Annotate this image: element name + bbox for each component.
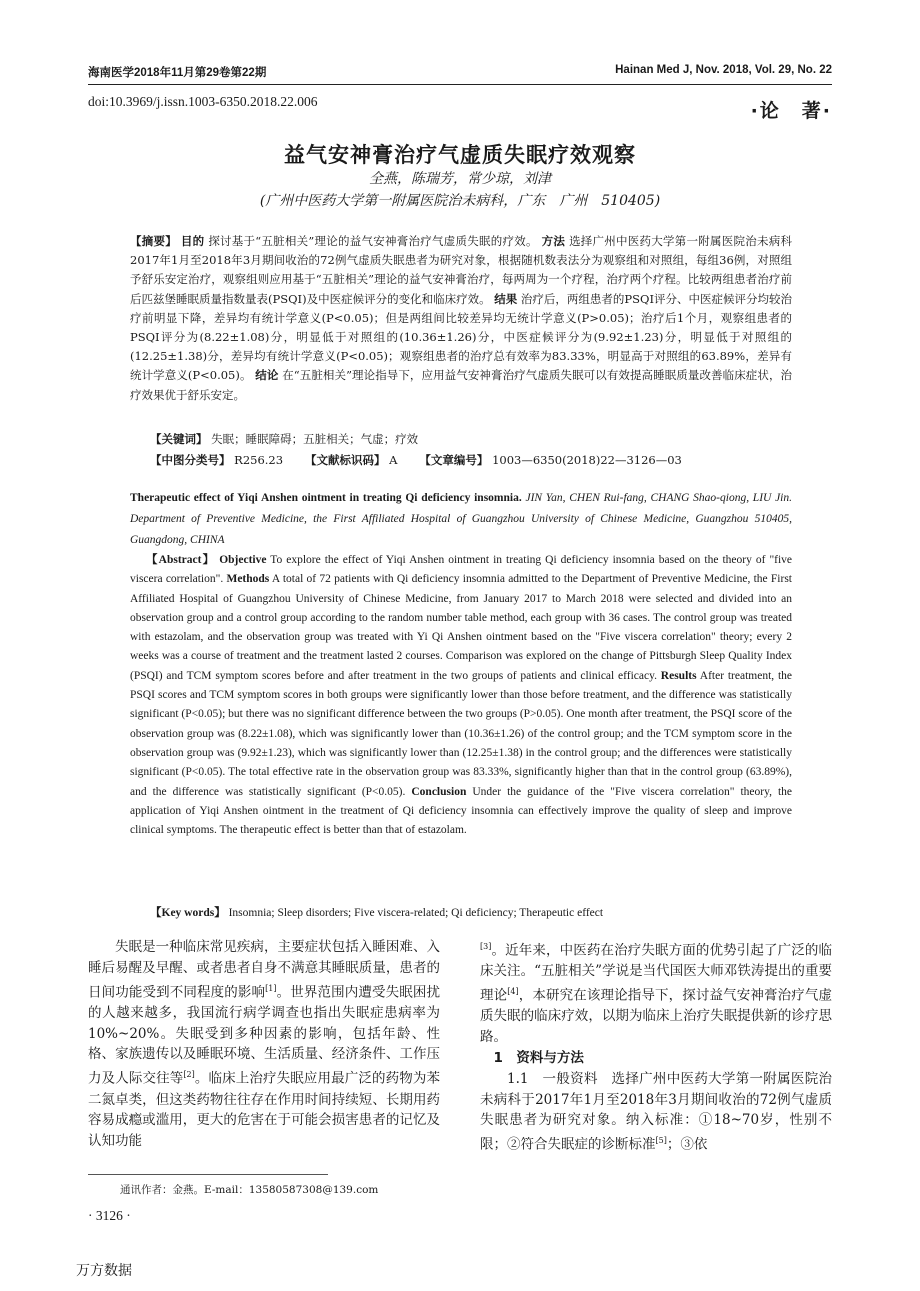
ref-2: [2] <box>183 1070 195 1080</box>
english-abstract <box>130 551 792 840</box>
methods-text: 选择广州中医药大学第一附属医院治未病科2017年1月至2018年3月期间收治的72例气虚质失眠患者为研究对象，根据随机数表法分为观察组和对照组，每组36例，对照组予舒乐安定治疗，观察组则应用基于“五脏相关”理论的益气安神膏治疗，每两周为一个疗程，治疗两个疗程。比较两组患者治疗前后匹兹堡睡眠质量指数量表(PSQI)及中医症候评分的变化和临床疗效。 <box>130 234 793 306</box>
en-abstract-label: 【Abstract】 <box>146 554 216 566</box>
en-objective-label: Objective <box>219 554 267 566</box>
article-title: 益气安神膏治疗气虚质失眠疗效观察 <box>284 143 636 167</box>
methods-label: 方法 <box>541 234 566 248</box>
body-column-left <box>88 937 440 1152</box>
doc-code-label: 【文献标识码】 <box>305 453 386 467</box>
article-number-label: 【文章编号】 <box>419 453 489 467</box>
cn-keywords <box>150 430 792 449</box>
ref-1: [1] <box>265 983 277 993</box>
en-results-text: After treatment, the PSQI scores and TCM symptom scores in both groups were significantly lower than those before treatment, and the difference was statistically significant (P<0.05); but there was no significant difference between the two groups (P>0.05). One month after treatment, the PSQI score of the observation group was (8.22±1.08), which was significantly lower than (10.36±1.26) of the control group; and the TCM symptom score in the observation group was (9.92±1.23), which was significantly lower than (12.25±1.38) in the control group; and the differences were statistically significant (P<0.05). The total effective rate in the observation group was 83.33%, significantly higher than that in the control group (63.89%), and the difference was statistically significant (P<0.05). <box>130 669 793 798</box>
journal-header-cn: 海南医学2018年11月第29卷第22期 <box>88 67 267 79</box>
intro-text-2: 。世界范围内遭受失眠困扰的人越来越多，我国流行病学调查也指出失眠症患病率为10%~20%。失眠受到多种因素的影响，包括年龄、性格、家族遗传以及睡眠环境、生活质量、经济条件、工作压力及人际交往等 <box>88 984 441 1087</box>
ref-3: [3] <box>480 942 492 951</box>
en-results-label: Results <box>660 669 697 682</box>
general-data-text-2: ；③依 <box>666 1136 708 1153</box>
en-methods-label: Methods <box>226 573 270 586</box>
results-text: 治疗后，两组患者的PSQI评分、中医症候评分均较治疗前明显下降，差异均有统计学意义(P<0.05)；但是两组间比较差异均无统计学意义(P>0.05)；治疗后1个月，观察组患者的PSQI评分为(8.22±1.08)分，明显低于对照组的(10.36±1.26)分，中医症候评分为(9.92±1.23)分，明显低于对照组的(12.25±1.38)分，差异均有统计学意义(P<0.05)；观察组患者的治疗总有效率为83.33%，明显高于对照组的63.89%，差异有统计学意义(P<0.05)。 <box>130 291 793 383</box>
en-methods-text: A total of 72 patients with Qi deficiency insomnia admitted to the Department of Preventive Medicine, the First Affiliated Hospital of Guangzhou University of Chinese Medicine, from January 2017 to March 2018 were selected and divided into an observation group and a control group according to the random number table method, each group with 36 cases. The control group was treated with estazolam, and the observation group was treated with Yi Qi Anshen ointment based on the "Five viscera correlation" theory; every 2 weeks was a course of treatment and the treatment lasted 2 courses. Comparison was explored on the change of Pittsburgh Sleep Quality Index (PSQI) and TCM symptom scores before and after treatment in the two groups of patients and clinical efficacy. <box>130 573 792 682</box>
wanfang-watermark: 万方数据 <box>76 1263 132 1279</box>
intro-text-4: 。近年来，中医药在治疗失眠方面的优势引起了广泛的临床关注。“五脏相关”学说是当代国医大师邓铁涛提出的重要理论 <box>480 942 832 1004</box>
page-number: · 3126 · <box>88 1208 131 1223</box>
en-keywords <box>150 904 792 920</box>
section-heading-1: 1 资料与方法 <box>493 1049 584 1066</box>
ref-4: [4] <box>507 987 519 997</box>
general-data-paragraph <box>480 1069 832 1156</box>
doi: doi:10.3969/j.issn.1003-6350.2018.22.006 <box>88 94 318 109</box>
affiliation: (广州中医药大学第一附属医院治未病科，广东 广州 510405) <box>259 193 661 209</box>
section-tag: ·论 著· <box>750 100 832 122</box>
keywords-text: 失眠；睡眠障碍；五脏相关；气虚；疗效 <box>211 432 419 446</box>
objective-text: 探讨基于“五脏相关”理论的益气安神膏治疗气虚质失眠的疗效。 <box>208 234 538 248</box>
keywords-label: 【关键词】 <box>150 432 208 446</box>
intro-text-3: 。临床上治疗失眠应用最广泛的药物为苯二氮卓类，但这类药物往往存在作用时间持续短、长期用药容易成瘾或滥用，更大的危害在于可能会损害患者的记忆及认知功能 <box>88 1070 441 1150</box>
english-title-block <box>130 488 792 551</box>
corresponding-author-footnote: 通讯作者：金燕。E-mail：13580587308@139.com <box>120 1184 379 1196</box>
conclusion-label: 结论 <box>255 368 279 383</box>
english-title: Therapeutic effect of Yiqi Anshen ointment in treating Qi deficiency insomnia. <box>130 492 522 504</box>
doc-code-value: A <box>389 453 398 467</box>
conclusion-text: 在“五脏相关”理论指导下，应用益气安神膏治疗气虚质失眠可以有效提高睡眠质量改善临床症状，治疗效果优于舒乐安定。 <box>130 368 793 402</box>
intro-text-1: 失眠是一种临床常见疾病，主要症状包括入睡困难、入睡后易醒及早醒、或者患者自身不满意其睡眠质量，患者的日间功能受到不同程度的影响 <box>88 939 440 1001</box>
en-objective-text: To explore the effect of Yiqi Anshen ointment in treating Qi deficiency insomnia based on the theory of "five viscera correlation". <box>130 554 793 586</box>
abstract-label: 【摘要】 <box>130 234 177 248</box>
en-keywords-text: Insomnia; Sleep disorders; Five viscera-related; Qi deficiency; Therapeutic effect <box>228 907 604 919</box>
intro-continued <box>480 937 832 1048</box>
authors: 全燕，陈瑞芳，常少琼，刘津 <box>369 171 551 187</box>
english-authors: JIN Yan, CHEN Rui-fang, CHANG Shao-qiong, LIU Jin. Department of Preventive Medicine, the First Affiliated Hospital of Guangzhou University of Chinese Medicine, Guangzhou 510405, Guangdong, CHINA <box>130 492 792 546</box>
article-number-value: 1003—6350(2018)22—3126—03 <box>492 453 682 467</box>
intro-paragraph <box>88 937 440 1152</box>
body-column-right <box>480 937 832 1155</box>
clc-value: R256.23 <box>234 453 284 467</box>
chinese-abstract <box>130 232 792 405</box>
journal-header-en: Hainan Med J, Nov. 2018, Vol. 29, No. 22 <box>615 64 832 76</box>
en-keywords-label: 【Key words】 <box>150 907 226 919</box>
header-rule <box>88 84 832 85</box>
ref-5: [5] <box>655 1136 667 1146</box>
general-data-text: 1.1 一般资料 选择广州中医药大学第一附属医院治未病科于2017年1月至2018年3月期间收治的72例气虚质失眠患者为研究对象。纳入标准：①18~70岁，性别不限；②符合失眠症的诊断标准 <box>480 1070 832 1153</box>
results-label: 结果 <box>494 291 518 306</box>
objective-label: 目的 <box>180 234 205 248</box>
en-conclusion-label: Conclusion <box>411 785 467 798</box>
footnote-rule <box>88 1174 328 1175</box>
en-conclusion-text: Under the guidance of the "Five viscera correlation" theory, the application of Yiqi Anshen ointment in the treatment of Qi deficiency insomnia can effectively improve the quality of sleep and improve clinical symptoms. The therapeutic effect is better than that of estazolam. <box>130 785 792 837</box>
cn-classification <box>150 451 792 470</box>
intro-text-5: ，本研究在该理论指导下，探讨益气安神膏治疗气虚质失眠的临床疗效，以期为临床上治疗失眠提供新的诊疗思路。 <box>480 987 833 1046</box>
clc-label: 【中图分类号】 <box>150 453 231 467</box>
